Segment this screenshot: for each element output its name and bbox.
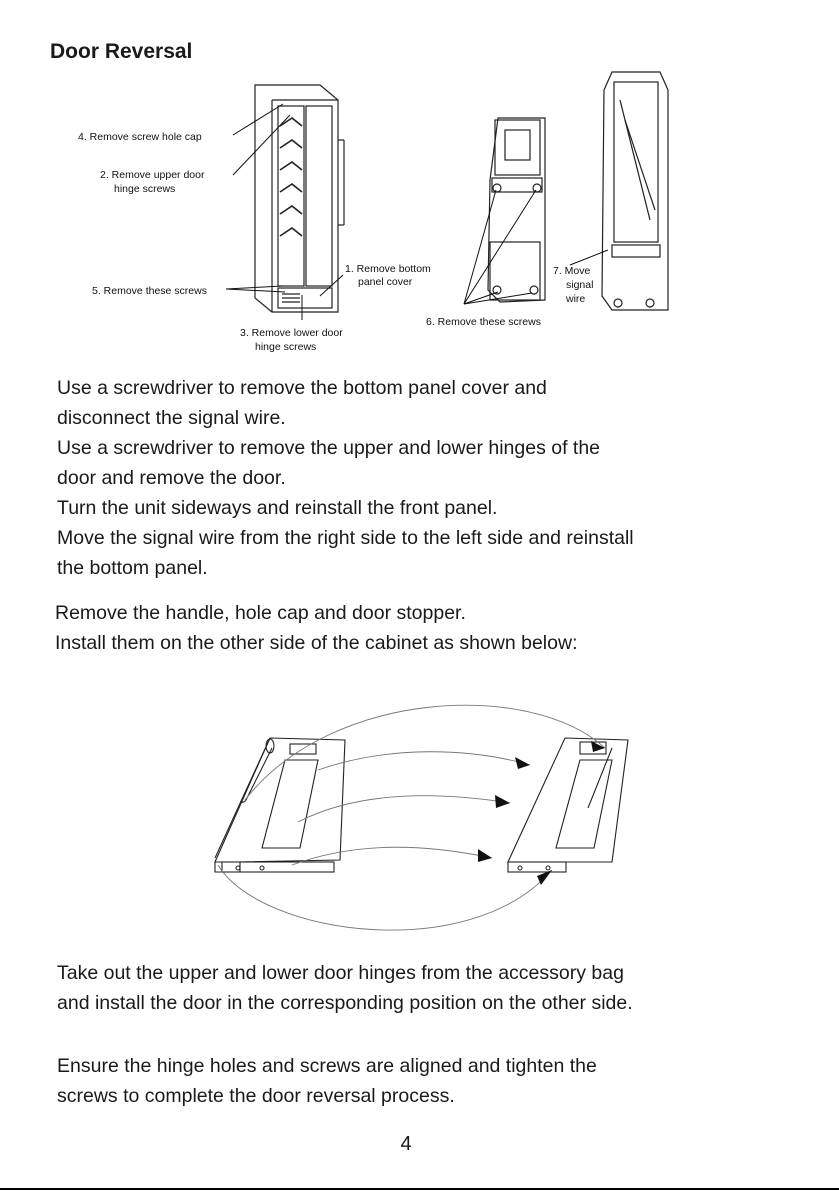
instruction-line: disconnect the signal wire. (57, 407, 286, 429)
instruction-line: Use a screwdriver to remove the upper and lower hinges of the (57, 437, 601, 459)
instruction-line: Turn the unit sideways and reinstall the front panel. (57, 497, 498, 519)
instruction-line: screws to complete the door reversal process. (57, 1085, 455, 1107)
unit-front-view (255, 85, 338, 312)
instructions-block-2 (55, 598, 815, 658)
instruction-line: Use a screwdriver to remove the bottom panel cover and (57, 377, 547, 399)
instruction-line: Move the signal wire from the right side to the left side and reinstall (57, 527, 634, 549)
page-number: 4 (400, 1133, 412, 1155)
instruction-line: Ensure the hinge holes and screws are aligned and tighten the (57, 1055, 597, 1077)
callout-7-line3: wire (566, 293, 586, 305)
callout-4: 4. Remove screw hole cap (78, 131, 202, 143)
callout-3-line1: 3. Remove lower door (240, 327, 343, 339)
instruction-line: Install them on the other side of the cabinet as shown below: (55, 632, 578, 654)
instructions-block-4 (57, 1051, 817, 1111)
instruction-line: Take out the upper and lower door hinges from the accessory bag (57, 962, 624, 984)
callout-1-line1: 1. Remove bottom (345, 263, 431, 275)
door-right (508, 738, 628, 862)
callout-6: 6. Remove these screws (426, 316, 541, 328)
callout-1-line2: panel cover (358, 276, 413, 288)
instruction-line: the bottom panel. (57, 557, 208, 579)
callout-7-line1: 7. Move (553, 265, 591, 277)
callout-5: 5. Remove these screws (92, 285, 207, 297)
instruction-line: and install the door in the corresponding position on the other side. (57, 992, 633, 1014)
unit-bottom-view (488, 118, 545, 302)
callout-2-line2: hinge screws (114, 183, 176, 195)
instruction-line: door and remove the door. (57, 467, 286, 489)
page-title: Door Reversal (50, 40, 193, 63)
bottom-rule (0, 1188, 839, 1190)
instructions-block-3 (57, 958, 817, 1018)
instruction-line: Remove the handle, hole cap and door stopper. (55, 602, 466, 624)
callout-3-line2: hinge screws (255, 341, 317, 353)
door-left (215, 738, 345, 862)
door-reversal-diagram (0, 60, 839, 360)
instructions-block-1 (57, 373, 817, 583)
door-transfer-diagram (0, 700, 839, 945)
callout-2-line1: 2. Remove upper door (100, 169, 205, 181)
callout-7-line2: signal (566, 279, 594, 291)
